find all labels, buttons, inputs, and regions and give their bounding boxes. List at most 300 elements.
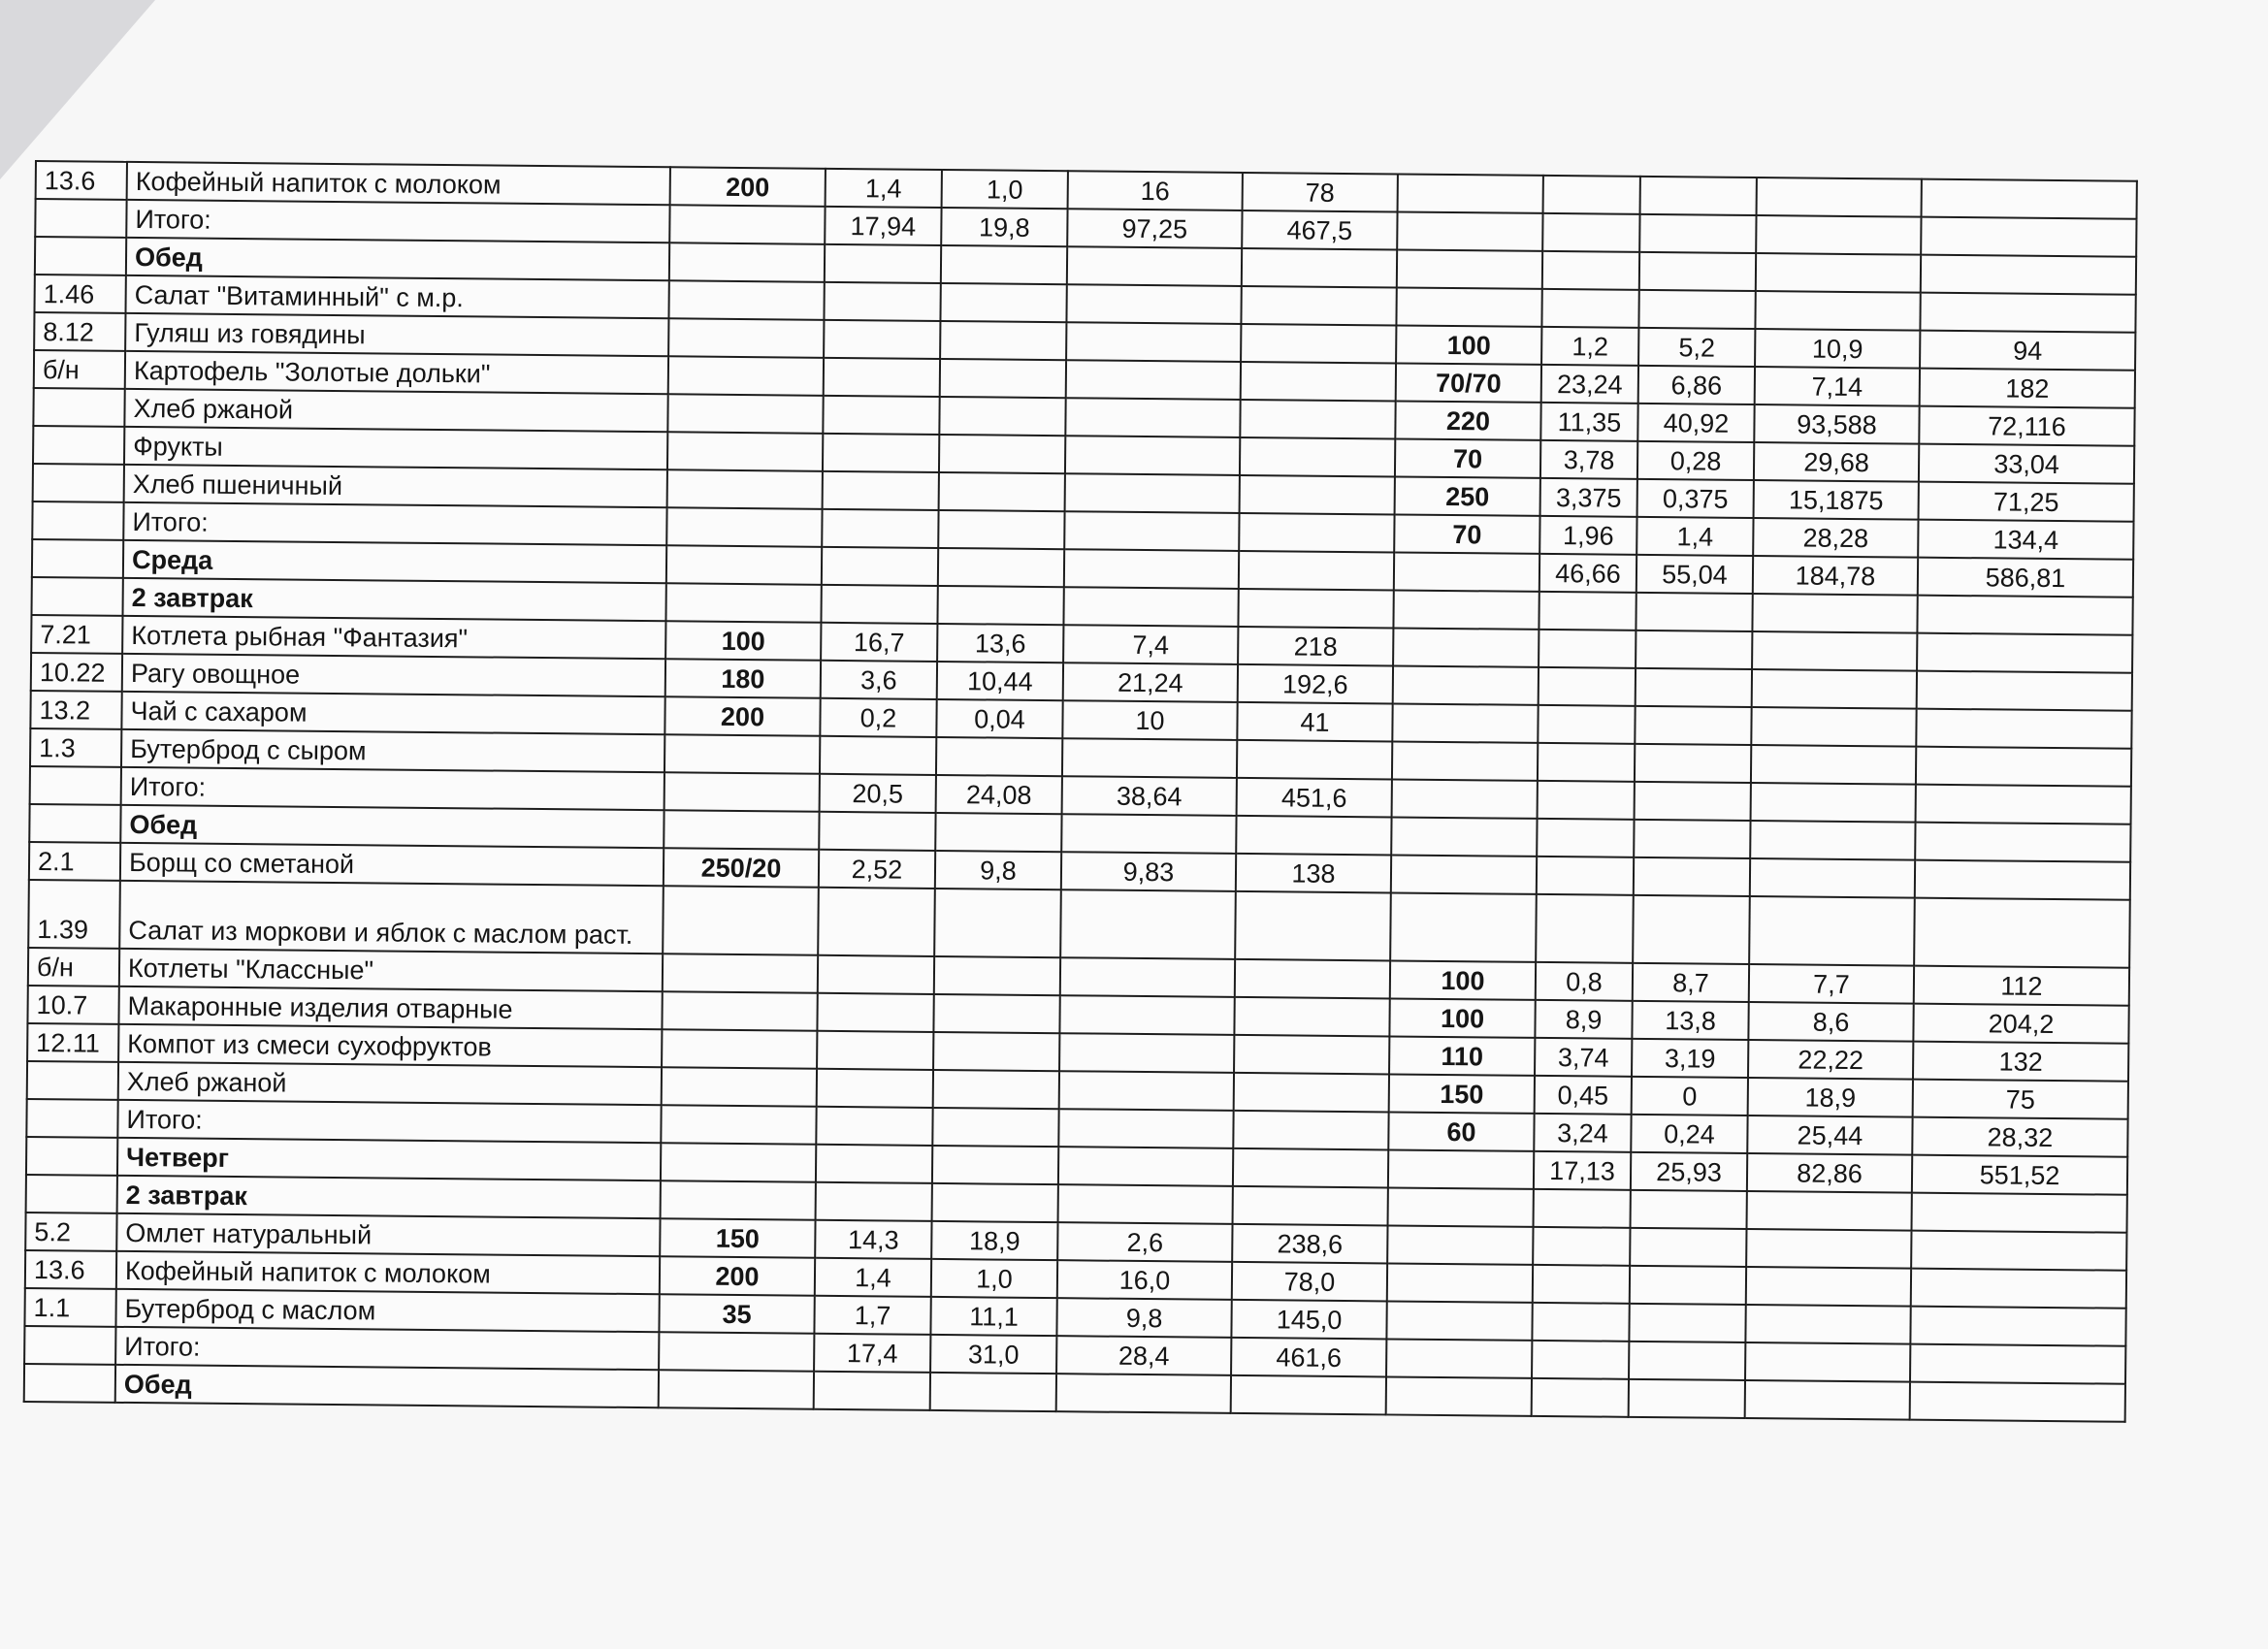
menu-table-body [24, 161, 2137, 1422]
fat-alt-cell [1636, 593, 1752, 631]
calories-alt-cell [1910, 1382, 2125, 1422]
dish-name-cell: Хлеб ржаной [118, 1062, 662, 1105]
protein-alt-cell [1539, 667, 1636, 706]
fat-cell: 10,44 [937, 662, 1063, 700]
carbs-cell [1065, 473, 1240, 513]
fat-cell [933, 1032, 1059, 1071]
portion-weight-cell [661, 1143, 816, 1182]
portion-weight-alt-cell: 70/70 [1396, 363, 1541, 402]
dish-name-cell: Омлет натуральный [116, 1213, 660, 1256]
protein-alt-cell [1539, 630, 1636, 668]
dish-name-cell: Салат "Витаминный" с м.р. [125, 275, 668, 318]
protein-alt-cell [1539, 592, 1636, 630]
protein-cell: 1,4 [815, 1258, 931, 1297]
calories-alt-cell [1922, 179, 2137, 219]
portion-weight-cell [666, 507, 822, 547]
fat-alt-cell: 6,86 [1638, 366, 1755, 404]
protein-alt-cell [1532, 1341, 1629, 1379]
dish-code-cell [32, 539, 123, 578]
fat-alt-cell [1635, 706, 1751, 745]
protein-alt-cell [1536, 894, 1634, 963]
dish-code-cell: 1.1 [24, 1288, 115, 1327]
fat-cell [939, 435, 1065, 473]
portion-weight-alt-cell [1392, 779, 1538, 818]
protein-alt-cell: 17,13 [1534, 1151, 1631, 1190]
fat-alt-cell [1635, 744, 1751, 783]
fat-alt-cell [1638, 290, 1755, 329]
carbs-cell [1064, 511, 1239, 551]
fat-alt-cell: 3,19 [1632, 1039, 1748, 1078]
protein-alt-cell [1537, 819, 1634, 857]
carbs-cell: 16 [1068, 171, 1243, 210]
fat-cell [941, 245, 1067, 284]
portion-weight-alt-cell: 110 [1389, 1036, 1535, 1075]
calories-alt-cell: 551,52 [1912, 1155, 2127, 1195]
portion-weight-cell [668, 280, 824, 320]
portion-weight-alt-cell: 70 [1394, 514, 1539, 553]
fat-cell [940, 283, 1066, 322]
calories-cell [1234, 1035, 1389, 1075]
dish-code-cell [30, 766, 121, 805]
portion-weight-cell [664, 772, 820, 812]
carbs-cell: 21,24 [1063, 663, 1238, 702]
dish-name-cell: Обед [120, 805, 664, 848]
dish-name-cell: Четверг [117, 1138, 661, 1180]
calories-cell [1240, 400, 1395, 439]
carbs-cell: 38,64 [1062, 776, 1237, 816]
dish-name-cell: Хлеб пшеничный [124, 465, 667, 507]
fat-alt-cell [1630, 1266, 1746, 1305]
portion-weight-alt-cell [1386, 1301, 1532, 1340]
carbs-alt-cell [1745, 1380, 1910, 1420]
portion-weight-alt-cell [1393, 628, 1539, 666]
protein-alt-cell [1542, 251, 1639, 290]
carbs-alt-cell [1755, 291, 1920, 331]
portion-weight-alt-cell: 60 [1388, 1112, 1534, 1150]
portion-weight-cell: 200 [664, 696, 820, 736]
carbs-alt-cell [1745, 1305, 1910, 1344]
calories-cell [1239, 551, 1394, 591]
fat-alt-cell [1629, 1379, 1745, 1418]
carbs-alt-cell [1752, 594, 1917, 633]
dish-name-cell: Чай с сахаром [121, 692, 664, 734]
portion-weight-alt-cell [1390, 892, 1537, 961]
portion-weight-cell [662, 991, 817, 1031]
calories-alt-cell [1916, 709, 2131, 749]
dish-code-cell [24, 1326, 115, 1365]
carbs-alt-cell: 22,22 [1748, 1040, 1913, 1080]
carbs-alt-cell: 93,588 [1754, 404, 1919, 444]
calories-cell: 192,6 [1238, 664, 1393, 704]
dish-code-cell: 5.2 [25, 1212, 116, 1251]
portion-weight-cell [665, 583, 821, 623]
carbs-cell [1059, 1071, 1234, 1111]
dish-name-cell: Итого: [126, 200, 669, 242]
dish-name-cell: Итого: [117, 1100, 661, 1143]
dish-name-cell: Обед [115, 1365, 659, 1407]
carbs-alt-cell: 82,86 [1747, 1153, 1912, 1193]
calories-alt-cell: 182 [1920, 369, 2135, 408]
dish-code-cell [35, 199, 126, 238]
fat-cell [938, 548, 1064, 587]
protein-alt-cell [1532, 1303, 1629, 1342]
portion-weight-cell [663, 954, 818, 993]
portion-weight-cell [667, 469, 823, 509]
protein-alt-cell [1533, 1265, 1630, 1304]
calories-alt-cell [1911, 1193, 2126, 1233]
calories-cell [1240, 475, 1395, 515]
carbs-alt-cell [1752, 631, 1917, 671]
dish-code-cell [26, 1137, 117, 1176]
protein-cell: 1,4 [826, 169, 942, 208]
protein-cell [825, 244, 941, 283]
scanned-page-corner [0, 0, 155, 179]
portion-weight-cell: 35 [659, 1294, 814, 1334]
carbs-alt-cell: 18,9 [1748, 1078, 1913, 1117]
carbs-cell [1059, 1033, 1234, 1073]
calories-cell [1235, 959, 1390, 999]
portion-weight-alt-cell [1392, 703, 1538, 742]
protein-cell: 17,4 [814, 1334, 930, 1373]
protein-alt-cell [1532, 1378, 1629, 1417]
dish-name-cell: Обед [126, 238, 669, 280]
portion-weight-alt-cell [1393, 665, 1539, 704]
portion-weight-alt-cell [1391, 817, 1537, 856]
carbs-cell: 9,83 [1061, 852, 1236, 891]
portion-weight-cell [666, 545, 822, 585]
calories-alt-cell: 204,2 [1913, 1004, 2128, 1044]
calories-cell: 41 [1237, 702, 1392, 742]
carbs-alt-cell: 28,28 [1753, 518, 1918, 558]
dish-name-cell: Итого: [115, 1327, 659, 1370]
dish-name-cell: Фрукты [124, 427, 667, 469]
carbs-alt-cell [1751, 707, 1916, 747]
dish-name-cell: 2 завтрак [117, 1176, 661, 1218]
dish-code-cell [27, 1061, 118, 1100]
protein-cell [822, 547, 938, 586]
calories-cell [1240, 437, 1395, 477]
dish-code-cell: 1.46 [34, 275, 125, 313]
dish-code-cell: 2.1 [29, 842, 120, 881]
carbs-cell [1064, 549, 1239, 589]
fat-cell: 9,8 [935, 851, 1061, 889]
dish-name-cell: Кофейный напиток с молоком [116, 1251, 660, 1294]
calories-alt-cell: 71,25 [1919, 482, 2134, 522]
calories-alt-cell: 132 [1913, 1042, 2128, 1082]
dish-name-cell: 2 завтрак [122, 578, 665, 621]
calories-alt-cell: 33,04 [1919, 444, 2134, 484]
fat-alt-cell [1636, 668, 1752, 707]
calories-alt-cell: 586,81 [1918, 558, 2133, 598]
portion-weight-alt-cell [1387, 1225, 1533, 1264]
dish-code-cell [33, 426, 124, 465]
fat-alt-cell [1633, 895, 1750, 964]
protein-cell: 3,6 [821, 661, 937, 699]
fat-alt-cell: 1,4 [1636, 517, 1753, 556]
fat-cell: 1,0 [942, 170, 1068, 209]
protein-cell [816, 1145, 932, 1183]
dish-code-cell [26, 1099, 117, 1138]
fat-alt-cell [1640, 177, 1757, 215]
protein-alt-cell [1543, 176, 1640, 214]
protein-cell [823, 471, 939, 510]
portion-weight-alt-cell: 150 [1389, 1074, 1535, 1113]
fat-cell [940, 359, 1066, 398]
calories-alt-cell: 94 [1920, 331, 2135, 371]
calories-alt-cell [1916, 785, 2131, 824]
calories-alt-cell [1911, 1231, 2126, 1271]
carbs-alt-cell: 15,1875 [1754, 480, 1919, 520]
calories-alt-cell [1917, 633, 2132, 673]
fat-alt-cell: 40,92 [1637, 404, 1754, 442]
dish-name-cell: Кофейный напиток с молоком [127, 162, 670, 205]
protein-alt-cell [1538, 705, 1635, 744]
fat-cell: 24,08 [936, 775, 1062, 814]
carbs-alt-cell: 29,68 [1754, 442, 1919, 482]
protein-alt-cell: 1,96 [1539, 516, 1636, 555]
dish-name-cell: Салат из моркови и яблок с маслом раст. [119, 881, 664, 954]
protein-cell [824, 320, 940, 359]
dish-code-cell: б/н [34, 350, 125, 389]
protein-alt-cell: 1,2 [1541, 327, 1638, 366]
fat-alt-cell: 25,93 [1631, 1152, 1747, 1191]
protein-cell: 16,7 [821, 623, 937, 662]
dish-code-cell: б/н [28, 948, 119, 986]
calories-cell: 78 [1243, 173, 1398, 212]
portion-weight-alt-cell [1391, 855, 1537, 893]
fat-cell [932, 1183, 1058, 1222]
portion-weight-alt-cell [1397, 249, 1542, 288]
carbs-cell [1067, 246, 1242, 286]
protein-alt-cell [1533, 1227, 1630, 1266]
protein-cell: 1,7 [814, 1296, 930, 1335]
protein-cell [821, 585, 937, 624]
dish-name-cell: Макаронные изделия отварные [118, 986, 662, 1029]
protein-alt-cell: 3,375 [1540, 478, 1637, 517]
fat-cell: 1,0 [931, 1259, 1057, 1298]
calories-cell [1233, 1148, 1388, 1188]
fat-cell: 13,6 [937, 624, 1063, 663]
carbs-cell [1060, 889, 1236, 959]
dish-name-cell: Борщ со сметаной [120, 843, 664, 886]
carbs-alt-cell [1756, 215, 1921, 255]
portion-weight-cell [659, 1370, 814, 1409]
fat-cell [939, 472, 1065, 511]
carbs-alt-cell: 7,7 [1749, 964, 1914, 1004]
dish-code-cell [32, 501, 123, 540]
dish-code-cell [31, 577, 122, 616]
portion-weight-alt-cell [1394, 552, 1539, 591]
carbs-alt-cell [1747, 1191, 1912, 1231]
calories-alt-cell [1917, 596, 2132, 635]
portion-weight-cell [668, 318, 824, 358]
calories-cell: 218 [1238, 627, 1393, 666]
protein-cell: 17,94 [825, 207, 941, 245]
portion-weight-alt-cell [1396, 287, 1541, 326]
portion-weight-cell [669, 242, 825, 282]
fat-cell [932, 1146, 1058, 1184]
portion-weight-cell [661, 1180, 816, 1220]
protein-alt-cell: 3,74 [1535, 1038, 1632, 1077]
fat-cell: 0,04 [936, 699, 1062, 738]
portion-weight-cell [664, 810, 819, 850]
dish-code-cell: 13.2 [30, 691, 121, 729]
protein-alt-cell: 23,24 [1541, 365, 1638, 404]
carbs-cell [1058, 1184, 1233, 1224]
dish-name-cell: Хлеб ржаной [124, 389, 667, 432]
carbs-cell: 16,0 [1057, 1260, 1232, 1300]
fat-cell [932, 1108, 1058, 1147]
protein-cell [818, 888, 935, 956]
dish-name-cell: Итого: [121, 767, 664, 810]
dish-name-cell: Гуляш из говядины [125, 313, 668, 356]
fat-cell [936, 737, 1062, 776]
carbs-alt-cell [1745, 1342, 1910, 1382]
carbs-cell [1059, 995, 1234, 1035]
carbs-cell: 97,25 [1067, 209, 1242, 248]
portion-weight-alt-cell: 100 [1390, 960, 1536, 999]
fat-cell [939, 397, 1065, 436]
dish-code-cell [29, 804, 120, 843]
calories-cell: 145,0 [1231, 1300, 1386, 1340]
portion-weight-cell: 200 [670, 167, 826, 207]
protein-cell [824, 358, 940, 397]
protein-alt-cell: 8,9 [1535, 1000, 1632, 1039]
fat-alt-cell: 55,04 [1636, 555, 1753, 594]
protein-alt-cell: 0,8 [1536, 962, 1633, 1001]
dish-code-cell [24, 1364, 115, 1403]
fat-cell [940, 321, 1066, 360]
portion-weight-cell [659, 1332, 814, 1372]
calories-cell [1233, 1111, 1388, 1150]
fat-cell: 11,1 [930, 1297, 1056, 1336]
carbs-cell [1056, 1374, 1231, 1413]
portion-weight-alt-cell: 220 [1395, 401, 1540, 439]
protein-alt-cell: 3,78 [1540, 440, 1637, 479]
protein-cell [822, 509, 938, 548]
carbs-alt-cell [1749, 896, 1915, 966]
dish-code-cell: 10.7 [27, 986, 118, 1024]
dish-code-cell [33, 464, 124, 502]
protein-cell [818, 955, 934, 994]
portion-weight-cell [667, 394, 823, 434]
calories-cell [1234, 1073, 1389, 1113]
portion-weight-alt-cell [1397, 211, 1542, 250]
fat-alt-cell [1629, 1342, 1745, 1380]
dish-name-cell: Бутерброд с маслом [115, 1289, 659, 1332]
protein-cell [817, 993, 933, 1032]
calories-alt-cell [1915, 823, 2130, 862]
calories-alt-cell: 72,116 [1919, 406, 2134, 446]
protein-alt-cell [1542, 213, 1639, 252]
fat-alt-cell: 0,375 [1637, 479, 1754, 518]
calories-cell [1236, 816, 1391, 856]
portion-weight-cell: 250/20 [664, 848, 819, 888]
portion-weight-alt-cell [1393, 590, 1539, 629]
dish-code-cell [26, 1175, 117, 1213]
carbs-cell [1062, 738, 1237, 778]
fat-alt-cell [1639, 252, 1756, 291]
calories-cell [1239, 513, 1394, 553]
protein-cell [816, 1182, 932, 1221]
calories-alt-cell [1921, 255, 2136, 295]
protein-cell [817, 1031, 933, 1070]
calories-alt-cell [1921, 217, 2136, 257]
dish-name-cell: Котлеты "Классные" [119, 949, 663, 991]
carbs-cell [1066, 360, 1241, 400]
protein-alt-cell [1541, 289, 1638, 328]
calories-cell: 467,5 [1242, 210, 1397, 250]
menu-table [23, 160, 2138, 1423]
carbs-cell: 28,4 [1056, 1336, 1231, 1375]
portion-weight-cell: 200 [660, 1256, 815, 1296]
carbs-alt-cell: 7,14 [1755, 367, 1920, 406]
dish-code-cell: 12.11 [27, 1023, 118, 1062]
carbs-cell [1060, 957, 1235, 997]
portion-weight-cell [669, 205, 825, 244]
calories-cell [1241, 362, 1396, 402]
dish-code-cell [35, 237, 126, 275]
portion-weight-cell [668, 356, 824, 396]
calories-alt-cell: 28,32 [1912, 1117, 2127, 1157]
fat-cell [937, 586, 1063, 625]
carbs-alt-cell: 8,6 [1748, 1002, 1913, 1042]
protein-cell [816, 1107, 932, 1146]
protein-alt-cell: 3,24 [1534, 1114, 1631, 1152]
carbs-alt-cell: 184,78 [1753, 556, 1918, 596]
dish-code-cell: 7.21 [31, 615, 122, 654]
protein-cell: 20,5 [820, 774, 936, 813]
dish-code-cell: 8.12 [34, 312, 125, 351]
carbs-alt-cell [1750, 858, 1915, 898]
carbs-cell [1065, 436, 1240, 475]
carbs-cell [1061, 814, 1236, 854]
protein-alt-cell [1538, 743, 1635, 782]
calories-alt-cell [1910, 1307, 2125, 1346]
fat-alt-cell [1630, 1228, 1746, 1267]
fat-alt-cell: 5,2 [1638, 328, 1755, 367]
fat-alt-cell [1629, 1304, 1745, 1342]
fat-alt-cell: 0 [1632, 1077, 1748, 1116]
protein-cell [820, 736, 936, 775]
portion-weight-cell [667, 432, 823, 471]
carbs-alt-cell [1756, 253, 1921, 293]
carbs-cell [1065, 398, 1240, 437]
portion-weight-alt-cell: 100 [1396, 325, 1541, 364]
calories-cell [1241, 286, 1396, 326]
calories-cell [1238, 589, 1393, 629]
fat-cell [934, 889, 1061, 957]
carbs-alt-cell [1751, 783, 1916, 823]
calories-alt-cell: 134,4 [1918, 520, 2133, 560]
dish-name-cell: Бутерброд с сыром [121, 729, 664, 772]
portion-weight-cell [662, 1029, 817, 1069]
protein-cell: 0,2 [820, 698, 936, 737]
protein-cell [823, 396, 939, 435]
carbs-cell: 2,6 [1057, 1222, 1232, 1262]
carbs-alt-cell [1757, 178, 1922, 217]
fat-alt-cell [1639, 214, 1756, 253]
carbs-cell: 10 [1062, 700, 1237, 740]
fat-alt-cell [1635, 782, 1751, 821]
carbs-alt-cell [1752, 669, 1917, 709]
protein-cell [817, 1069, 933, 1108]
dish-code-cell: 13.6 [25, 1250, 116, 1289]
carbs-cell: 9,8 [1056, 1298, 1231, 1338]
portion-weight-alt-cell [1398, 174, 1543, 212]
fat-alt-cell [1634, 820, 1750, 858]
portion-weight-cell: 150 [660, 1218, 815, 1258]
